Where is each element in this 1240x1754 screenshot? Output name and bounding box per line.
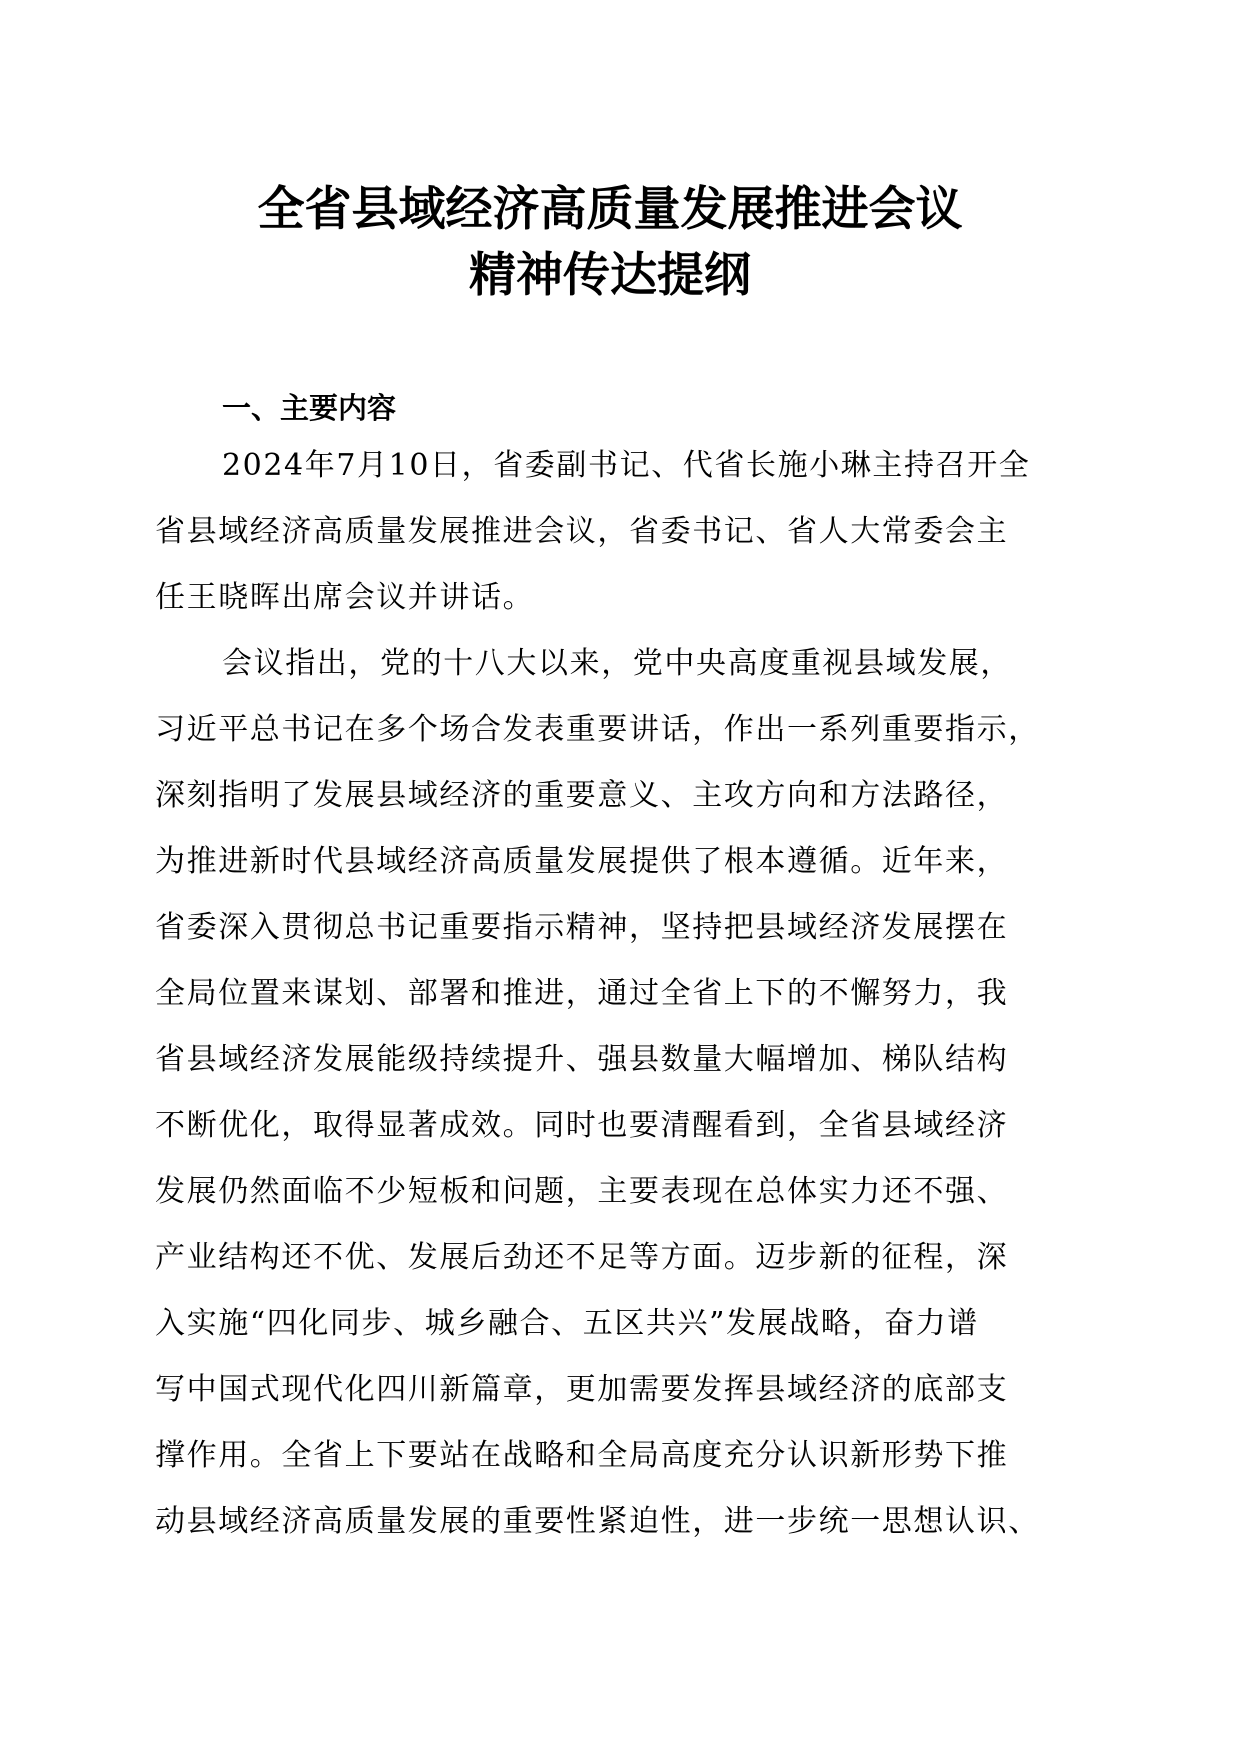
paragraph-2-line: 省县域经济发展能级持续提升、强县数量大幅增加、梯队结构: [155, 1042, 1009, 1077]
section-heading: 一、主要内容: [222, 391, 397, 425]
paragraph-2-line: 不断优化，取得显著成效。同时也要清醒看到，全省县域经济: [155, 1108, 1009, 1143]
paragraph-2-line: 省委深入贯彻总书记重要指示精神，坚持把县域经济发展摆在: [155, 910, 1009, 945]
paragraph-2-line: 动县域经济高质量发展的重要性紧迫性，进一步统一思想认识、: [155, 1504, 1040, 1539]
paragraph-2-line: 产业结构还不优、发展后劲还不足等方面。迈步新的征程，深: [155, 1240, 1009, 1275]
paragraph-2-line: 撑作用。全省上下要站在战略和全局高度充分认识新形势下推: [155, 1438, 1009, 1473]
document-title-line-1: 全省县域经济高质量发展推进会议: [257, 182, 963, 237]
paragraph-1-line: 2024年7月10日，省委副书记、代省长施小琳主持召开全: [222, 448, 1031, 483]
paragraph-2-line: 全局位置来谋划、部署和推进，通过全省上下的不懈努力，我: [155, 976, 1009, 1011]
paragraph-2-line: 会议指出，党的十八大以来，党中央高度重视县域发展，: [222, 646, 1012, 681]
paragraph-2-line: 习近平总书记在多个场合发表重要讲话，作出一系列重要指示，: [155, 712, 1040, 747]
paragraph-1-line: 任王晓晖出席会议并讲话。: [155, 580, 535, 615]
paragraph-1-line: 省县域经济高质量发展推进会议，省委书记、省人大常委会主: [155, 514, 1009, 549]
paragraph-2-line: 写中国式现代化四川新篇章，更加需要发挥县域经济的底部支: [155, 1372, 1009, 1407]
paragraph-2-line: 入实施“四化同步、城乡融合、五区共兴”发展战略，奋力谱: [155, 1306, 979, 1341]
paragraph-2-line: 深刻指明了发展县域经济的重要意义、主攻方向和方法路径，: [155, 778, 1009, 813]
paragraph-2-line: 为推进新时代县域经济高质量发展提供了根本遵循。近年来，: [155, 844, 1009, 879]
document-title-line-2: 精神传达提纲: [469, 248, 751, 303]
paragraph-2-line: 发展仍然面临不少短板和问题，主要表现在总体实力还不强、: [155, 1174, 1009, 1209]
